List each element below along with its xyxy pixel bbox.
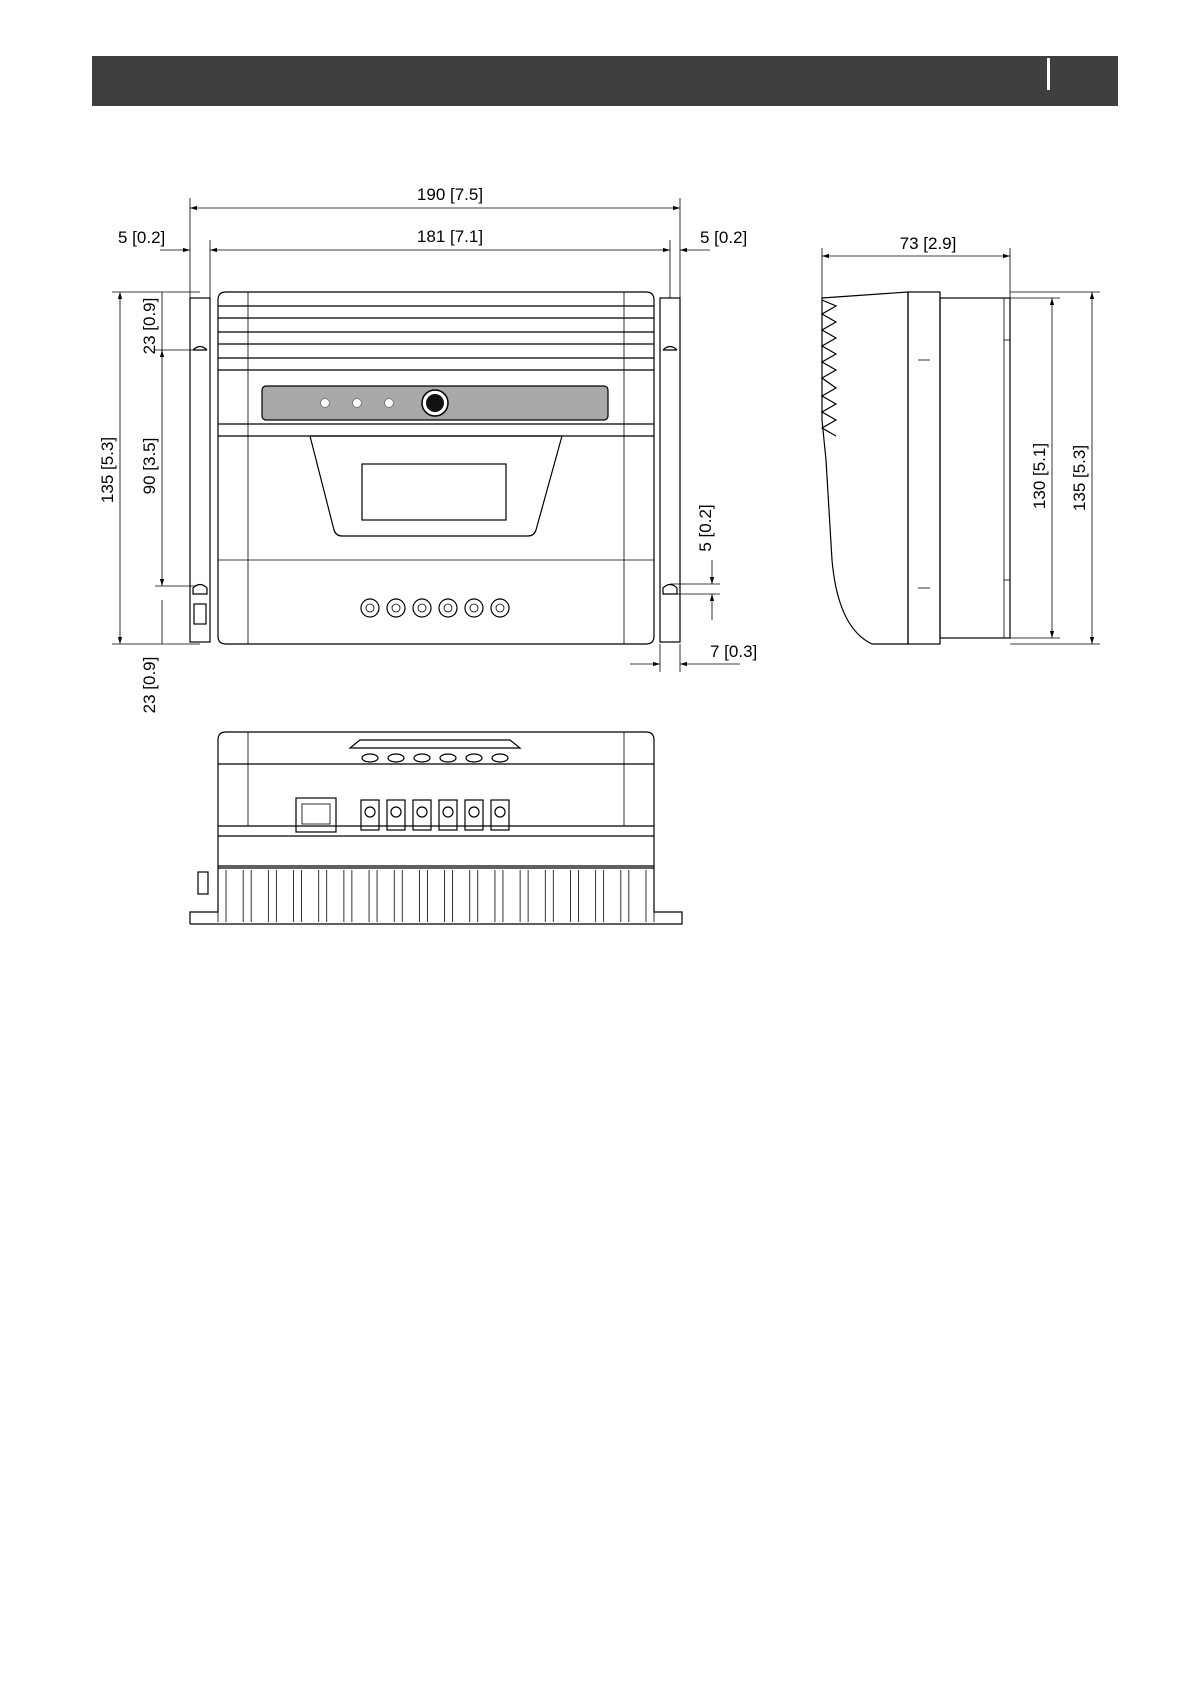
led-indicator-2 bbox=[353, 399, 362, 408]
heatsink-fin bbox=[344, 870, 352, 922]
bottom-view bbox=[190, 732, 682, 924]
dim-body-width bbox=[210, 227, 670, 298]
front-view bbox=[98, 185, 757, 713]
heatsink-fin bbox=[470, 870, 478, 922]
label-flange-offset: 7 [0.3] bbox=[710, 642, 758, 661]
side-vent-zigzag bbox=[822, 300, 836, 436]
terminal-screw-icon bbox=[469, 807, 479, 817]
bottom-display-edge bbox=[350, 740, 520, 748]
heatsink-fin bbox=[545, 870, 553, 922]
dim-right-margin bbox=[680, 228, 747, 250]
heatsink-fins bbox=[218, 870, 654, 922]
heatsink-fin bbox=[218, 870, 226, 922]
heatsink-fin bbox=[369, 870, 377, 922]
rj45-port-inner bbox=[302, 804, 330, 824]
label-right-margin: 5 [0.2] bbox=[700, 228, 748, 247]
terminal-screws bbox=[361, 599, 509, 617]
heatsink-fin bbox=[445, 870, 453, 922]
label-overall-height: 135 [5.3] bbox=[98, 436, 117, 504]
side-view bbox=[822, 234, 1100, 644]
label-top-offset: 23 [0.9] bbox=[140, 297, 159, 355]
heatsink-fin bbox=[520, 870, 528, 922]
label-overall-width: 190 [7.5] bbox=[416, 185, 484, 204]
heatsink-fin bbox=[621, 870, 629, 922]
terminal-screw-icon bbox=[443, 807, 453, 817]
terminal-screw-icon bbox=[365, 807, 375, 817]
label-hole-offset: 5 [0.2] bbox=[696, 504, 715, 552]
heatsink-fin bbox=[495, 870, 503, 922]
terminal-screw-icon bbox=[495, 807, 505, 817]
terminal-screw-icon bbox=[417, 807, 427, 817]
heatsink-fin bbox=[319, 870, 327, 922]
housing-outline bbox=[218, 292, 654, 644]
heatsink-fin bbox=[394, 870, 402, 922]
side-rib-block bbox=[908, 292, 940, 644]
dim-flange-offset bbox=[630, 642, 757, 672]
label-body-height: 130 [5.1] bbox=[1030, 442, 1049, 510]
top-cooling-ribs bbox=[218, 292, 654, 644]
heatsink-fin bbox=[294, 870, 302, 922]
heatsink-fin bbox=[268, 870, 276, 922]
dim-bottom-offset bbox=[140, 600, 162, 713]
lcd-display bbox=[362, 464, 506, 520]
dim-hole-offset bbox=[670, 504, 720, 620]
dim-top-offset bbox=[140, 292, 162, 354]
side-housing-profile bbox=[822, 292, 908, 644]
label-depth: 73 [2.9] bbox=[899, 234, 957, 253]
heatsink-fin bbox=[646, 870, 654, 922]
label-hole-spacing: 90 [3.5] bbox=[140, 437, 159, 495]
heatsink-fin bbox=[243, 870, 251, 922]
bottom-terminal-caps bbox=[362, 754, 508, 762]
side-heatsink bbox=[940, 298, 1010, 638]
dim-depth bbox=[822, 234, 1010, 298]
label-bottom-offset: 23 [0.9] bbox=[140, 656, 159, 714]
dim-hole-spacing bbox=[140, 350, 195, 586]
label-left-margin: 5 [0.2] bbox=[118, 228, 166, 247]
push-button-center bbox=[426, 394, 444, 412]
base-plate bbox=[190, 868, 682, 924]
dim-body-height bbox=[1010, 298, 1060, 638]
bottom-housing-outline bbox=[218, 732, 654, 868]
ground-bolt-icon bbox=[198, 872, 208, 894]
terminal-screw-icon bbox=[391, 807, 401, 817]
label-body-width: 181 [7.1] bbox=[416, 227, 484, 246]
label-side-overall-height: 135 [5.3] bbox=[1070, 444, 1089, 512]
heatsink-fin bbox=[419, 870, 427, 922]
dim-side-overall-height bbox=[1010, 292, 1100, 644]
display-bezel bbox=[310, 436, 562, 536]
led-indicator-3 bbox=[385, 399, 394, 408]
led-indicator-1 bbox=[321, 399, 330, 408]
dim-left-margin bbox=[118, 228, 190, 250]
heatsink-fin bbox=[596, 870, 604, 922]
heatsink-fin bbox=[570, 870, 578, 922]
